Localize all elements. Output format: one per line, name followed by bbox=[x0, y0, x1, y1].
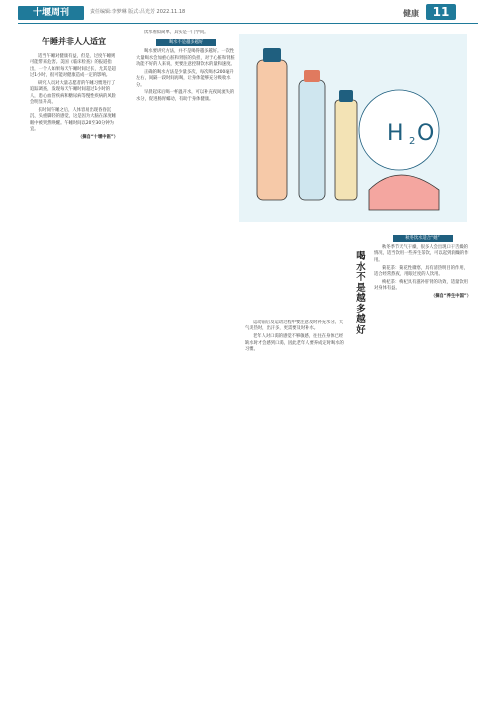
article-water-vertical-title: 喝水不是越多越好 bbox=[356, 251, 366, 336]
article-nap-title: 午睡并非人人适宜 bbox=[42, 36, 106, 46]
section-name: 健康 bbox=[403, 9, 419, 18]
water-bottles-illustration bbox=[249, 40, 457, 216]
article-drink-paragraph: 老年人对口渴的感觉不够敏感，往往在身体已经缺水时才会感到口渴，因此老年人要养成定时喝水的习惯。 bbox=[245, 334, 344, 352]
water-illustration-box bbox=[239, 34, 467, 222]
article-tea-paragraph: 菊花茶：菊花性微寒，具有清热明目的作用，适合经常熬夜、用眼过度的人饮用。 bbox=[374, 265, 468, 277]
article-drink-col bbox=[245, 320, 345, 690]
article-water-lead: 饮水看似简单，其实是一门学问。 bbox=[144, 30, 209, 35]
page-header bbox=[0, 0, 497, 22]
article-water-paragraph: 早晨起床后喝一杯温开水，可以补充夜间流失的水分，促进肠胃蠕动，有助于身体健康。 bbox=[136, 90, 235, 102]
svg-text:2: 2 bbox=[409, 136, 416, 147]
header-rule bbox=[18, 23, 478, 24]
article-tea-col bbox=[374, 232, 471, 692]
article-nap-paragraph: 适当午睡对健康有益，但是，过度午睡则可能带来危害。美国《临床检查》的报道指出，一个人如果每天午睡时间过长，尤其是超过1小时，很可能对健康造成一定的影响。 bbox=[30, 54, 116, 79]
article-tea-paragraph: 秋冬季节天气干燥，很多人会出现口干舌燥的情况，适当饮用一些养生茶饮，可以起到润燥的作用。 bbox=[374, 245, 469, 263]
article-water-col bbox=[136, 30, 236, 695]
article-water-paragraph: 喝水要讲究方法，并不是喝得越多越好。一次性大量喝水会加重心脏和肾脏的负担，对于心脏和肾脏功能不好的人来说，更要注意控制饮水的量和速度。 bbox=[136, 49, 235, 68]
svg-text:H: H bbox=[387, 121, 404, 146]
article-tea-paragraph: 枸杞茶：枸杞具有滋补肝肾的功效，适量饮用对身体有益。 bbox=[374, 279, 468, 292]
article-nap bbox=[30, 30, 118, 695]
article-drink-paragraph: 运动前后及运动过程中要注意及时补充水分。天气炎热时，出汗多，更需要及时补水。 bbox=[245, 320, 344, 332]
newspaper-brand: 十堰周刊 bbox=[18, 6, 84, 20]
editor-meta: 责任编辑:李梦琳 版式:吕光芳 2022.11.18 bbox=[90, 9, 186, 15]
svg-text:O: O bbox=[417, 121, 435, 146]
article-nap-paragraph: 研究人员对大量志愿者的午睡习惯进行了追踪调查，发现每天午睡时间超过1小时的人，患心血管疾病和糖尿病等慢性疾病的风险会明显升高。 bbox=[30, 80, 116, 106]
article-nap-paragraph: 长时间午睡之后，人体容易出现昏昏沉沉、头重脚轻的感觉，这是因为大脑在深度睡眠中被突然唤醒。午睡时间以20至30分钟为宜。 bbox=[30, 107, 116, 133]
article-tea-title: 秋冬饮水适合“她” bbox=[393, 235, 453, 242]
article-tea-source: （摘自“养生中国”） bbox=[430, 293, 471, 299]
article-water-paragraph: 正确的喝水方法是少量多次，每次喝水200毫升左右，间隔一段时间再喝，让身体能够充分吸收水分。 bbox=[136, 69, 234, 88]
article-nap-source: （摘自“十堰中医”） bbox=[77, 134, 118, 140]
page-number: 11 bbox=[426, 4, 456, 20]
article-water-subhead: 喝水不是越多越好 bbox=[156, 39, 216, 46]
